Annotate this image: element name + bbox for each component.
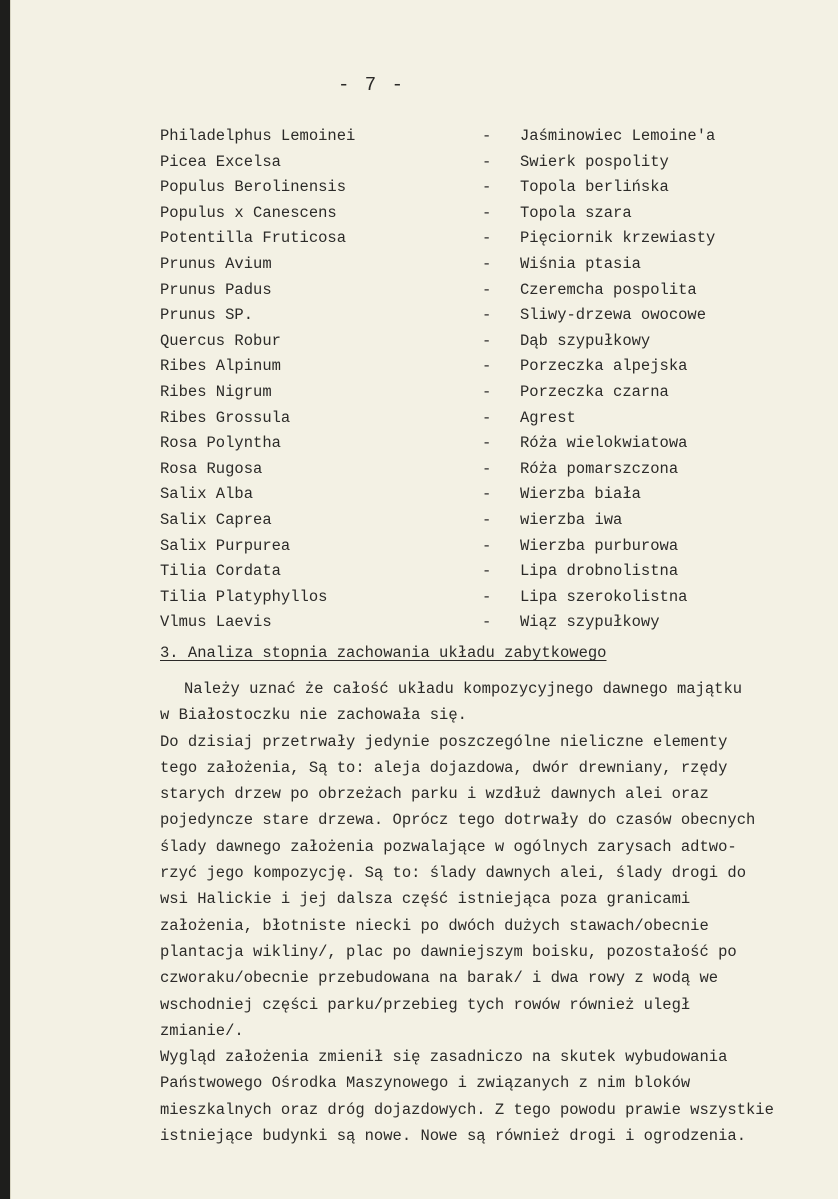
species-polish-name: Lipa szerokolistna	[520, 587, 688, 606]
species-latin-name: Potentilla Fruticosa	[160, 229, 347, 248]
species-latin-name: Salix Alba	[160, 485, 254, 504]
species-latin-name: Tilia Cordata	[160, 562, 281, 581]
species-polish-name: Topola szara	[520, 203, 632, 222]
species-latin-name: Rosa Rugosa	[160, 459, 263, 478]
scan-left-edge	[0, 0, 10, 1199]
species-dash: -	[482, 485, 492, 504]
species-row	[160, 482, 780, 508]
species-polish-name: wierzba iwa	[520, 510, 623, 529]
species-latin-name: Philadelphus Lemoinei	[160, 127, 356, 145]
species-dash: -	[482, 178, 492, 197]
species-polish-name: Porzeczka czarna	[520, 382, 669, 401]
species-polish-name: Wiąz szypułkowy	[520, 613, 660, 632]
body-line: Państwowego Ośrodka Maszynowego i związanych z nim bloków	[160, 1074, 691, 1093]
species-polish-name: Róża wielokwiatowa	[520, 434, 688, 453]
species-row	[160, 150, 780, 176]
body-line: istniejące budynki są nowe. Nowe są również drogi i ogrodzenia.	[160, 1127, 746, 1146]
species-polish-name: Róża pomarszczona	[520, 459, 679, 478]
body-line: Należy uznać że całość układu kompozycyjnego dawnego majątku	[184, 680, 743, 698]
species-polish-name: Lipa drobnolistna	[520, 562, 679, 581]
species-dash: -	[482, 408, 492, 427]
species-polish-name: Wiśnia ptasia	[520, 254, 641, 273]
species-list	[160, 124, 780, 636]
species-dash: -	[482, 357, 492, 376]
species-row	[160, 175, 780, 201]
body-line: pojedyncze stare drzewa. Oprócz tego dotrwały do czasów obecnych	[160, 811, 756, 830]
species-row	[160, 354, 780, 380]
body-line: zmianie/.	[160, 1021, 244, 1040]
species-dash: -	[482, 306, 492, 325]
species-dash: -	[482, 587, 492, 606]
body-line: Do dzisiaj przetrwały jedynie poszczególne nieliczne elementy	[160, 732, 728, 751]
species-polish-name: Jaśminowiec Lemoine'a	[520, 127, 716, 145]
species-row	[160, 329, 780, 355]
section-heading: 3. Analiza stopnia zachowania układu zabytkowego	[160, 644, 607, 662]
species-dash: -	[482, 382, 492, 401]
species-latin-name: Quercus Robur	[160, 331, 281, 350]
species-row	[160, 559, 780, 585]
species-latin-name: Ribes Alpinum	[160, 357, 281, 376]
species-dash: -	[482, 229, 492, 248]
species-polish-name: Dąb szypułkowy	[520, 331, 651, 350]
species-row	[160, 278, 780, 304]
species-latin-name: Populus Berolinensis	[160, 178, 347, 197]
body-line: tego założenia, Są to: aleja dojazdowa, dwór drewniany, rzędy	[160, 758, 728, 777]
species-row	[160, 610, 780, 636]
species-latin-name: Vlmus Laevis	[160, 613, 272, 632]
species-dash: -	[482, 510, 492, 529]
species-latin-name: Salix Caprea	[160, 510, 272, 529]
species-row	[160, 252, 780, 278]
body-line: założenia, błotniste niecki po dwóch dużych stawach/obecnie	[160, 916, 709, 935]
species-polish-name: Topola berlińska	[520, 178, 669, 197]
species-row	[160, 201, 780, 227]
body-line: Wygląd założenia zmienił się zasadniczo na skutek wybudowania	[160, 1048, 728, 1067]
species-polish-name: Porzeczka alpejska	[520, 357, 688, 376]
species-latin-name: Prunus Avium	[160, 254, 272, 273]
species-polish-name: Swierk pospolity	[520, 152, 669, 171]
species-latin-name: Ribes Grossula	[160, 408, 291, 427]
species-row	[160, 380, 780, 406]
species-polish-name: Pięciornik krzewiasty	[520, 229, 716, 248]
body-line: wschodniej części parku/przebieg tych rowów również uległ	[160, 995, 691, 1014]
species-dash: -	[482, 562, 492, 581]
body-line: rzyć jego kompozycję. Są to: ślady dawnych alei, ślady drogi do	[160, 864, 746, 883]
species-polish-name: Wierzba purburowa	[520, 536, 679, 555]
species-row	[160, 534, 780, 560]
species-latin-name: Populus x Canescens	[160, 203, 337, 222]
species-polish-name: Wierzba biała	[520, 485, 641, 504]
species-dash: -	[482, 459, 492, 478]
body-paragraph	[160, 676, 826, 1149]
species-dash: -	[482, 613, 492, 632]
species-row	[160, 406, 780, 432]
species-row	[160, 431, 780, 457]
species-row	[160, 457, 780, 483]
species-polish-name: Sliwy-drzewa owocowe	[520, 306, 707, 325]
species-dash: -	[482, 127, 492, 145]
species-dash: -	[482, 331, 492, 350]
species-dash: -	[482, 203, 492, 222]
species-latin-name: Picea Excelsa	[160, 152, 281, 171]
species-dash: -	[482, 152, 492, 171]
body-line: ślady dawnego założenia pozwalające w ogólnych zarysach adtwo-	[160, 837, 737, 856]
species-polish-name: Czeremcha pospolita	[520, 280, 697, 299]
species-row	[160, 303, 780, 329]
species-row	[160, 508, 780, 534]
body-line: czworaku/obecnie przebudowana na barak/ i dwa rowy z wodą we	[160, 969, 719, 988]
body-line: starych drzew po obrzeżach parku i wzdłuż dawnych alei oraz	[160, 785, 709, 804]
species-dash: -	[482, 536, 492, 555]
species-row	[160, 585, 780, 611]
page-number: - 7 -	[338, 74, 406, 96]
body-line: w Białostoczku nie zachowała się.	[160, 706, 467, 725]
species-latin-name: Rosa Polyntha	[160, 434, 281, 453]
species-dash: -	[482, 254, 492, 273]
body-line: mieszkalnych oraz dróg dojazdowych. Z tego powodu prawie wszystkie	[160, 1100, 774, 1119]
body-line: plantacja wikliny/, plac po dawniejszym boisku, pozostałość po	[160, 942, 737, 961]
species-polish-name: Agrest	[520, 408, 576, 427]
species-latin-name: Tilia Platyphyllos	[160, 587, 328, 606]
species-dash: -	[482, 434, 492, 453]
species-latin-name: Ribes Nigrum	[160, 382, 272, 401]
species-latin-name: Prunus SP.	[160, 306, 254, 325]
body-line: wsi Halickie i jej dalsza część istniejąca poza granicami	[160, 890, 691, 909]
species-row	[160, 226, 780, 252]
document-page	[10, 0, 838, 1199]
species-row	[160, 124, 780, 150]
species-latin-name: Salix Purpurea	[160, 536, 291, 555]
species-latin-name: Prunus Padus	[160, 280, 272, 299]
species-dash: -	[482, 280, 492, 299]
